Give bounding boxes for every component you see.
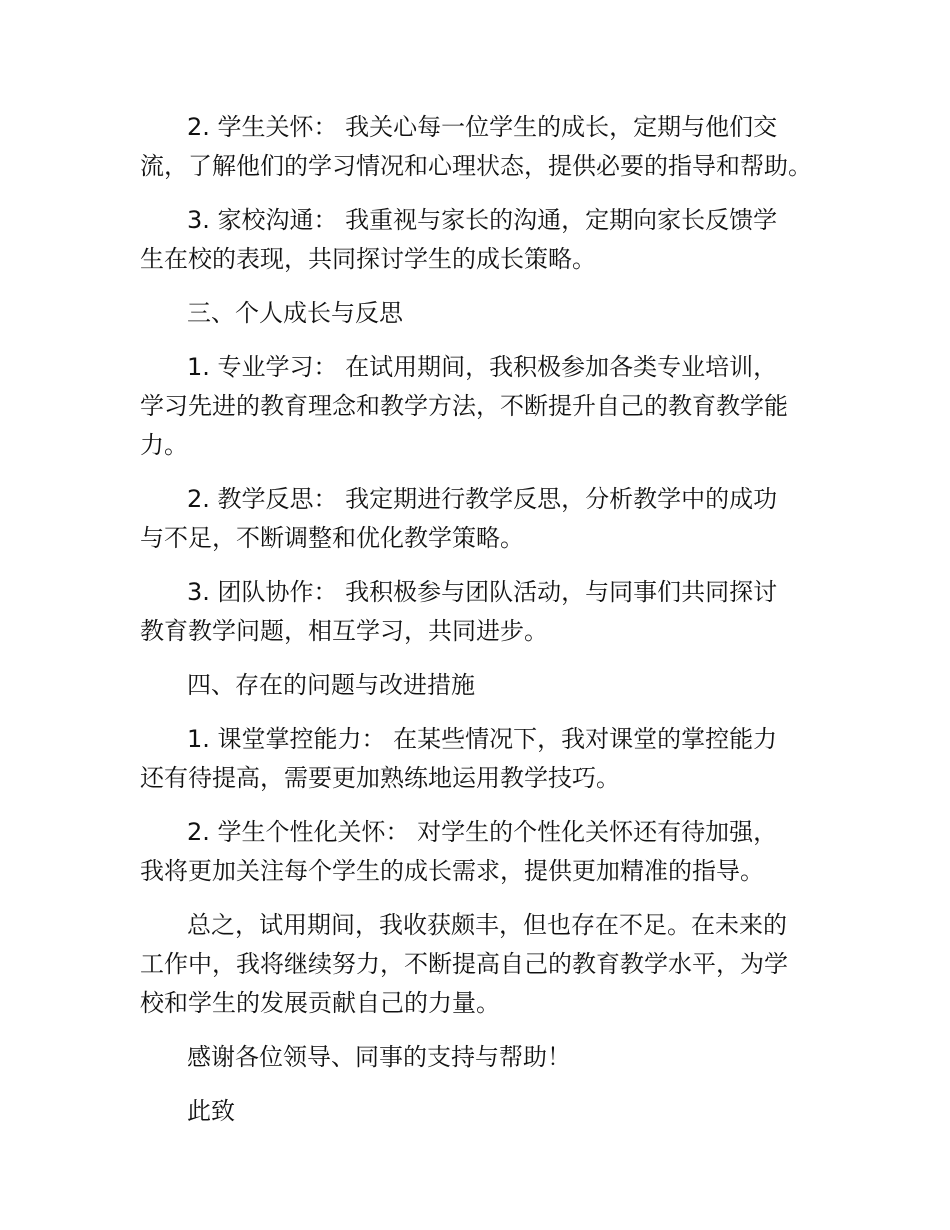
paragraph-line: 2. 教学反思： 我定期进行教学反思，分析教学中的成功 <box>187 485 778 513</box>
paragraph-line: 与不足，不断调整和优化教学策略。 <box>140 524 524 552</box>
document-body <box>140 108 812 1146</box>
paragraph-line: 2. 学生关怀： 我关心每一位学生的成长，定期与他们交 <box>187 113 778 141</box>
paragraph-line: 我将更加关注每个学生的成长需求，提供更加精准的指导。 <box>140 857 764 885</box>
paragraph-classroom-control <box>140 720 812 798</box>
paragraph-home-school-communication <box>140 201 812 279</box>
paragraph-team-collaboration <box>140 573 812 651</box>
paragraph-line: 3. 家校沟通： 我重视与家长的沟通，定期向家长反馈学 <box>187 206 778 234</box>
paragraph-line: 3. 团队协作： 我积极参与团队活动，与同事们共同探讨 <box>187 578 778 606</box>
paragraph-line: 1. 专业学习： 在试用期间，我积极参加各类专业培训， <box>187 353 778 381</box>
paragraph-line: 2. 学生个性化关怀： 对学生的个性化关怀还有待加强， <box>187 818 778 846</box>
paragraph-line: 校和学生的发展贡献自己的力量。 <box>140 989 500 1017</box>
paragraph-individualized-care <box>140 813 812 891</box>
paragraph-line: 1. 课堂掌控能力： 在某些情况下，我对课堂的掌控能力 <box>187 725 778 753</box>
paragraph-teaching-reflection <box>140 480 812 558</box>
paragraph-thanks <box>140 1038 812 1077</box>
paragraph-line: 学习先进的教育理念和教学方法，不断提升自己的教育教学能 <box>140 392 788 420</box>
paragraph-line: 还有待提高，需要更加熟练地运用教学技巧。 <box>140 764 620 792</box>
paragraph-professional-learning <box>140 348 812 465</box>
paragraph-line: 教育教学问题，相互学习，共同进步。 <box>140 617 548 645</box>
paragraph-closing <box>140 1092 812 1131</box>
paragraph-line: 力。 <box>140 431 188 459</box>
heading-line: 四、存在的问题与改进措施 <box>187 671 475 699</box>
section-heading-problems-improvements <box>140 666 812 705</box>
paragraph-line: 生在校的表现，共同探讨学生的成长策略。 <box>140 245 596 273</box>
paragraph-student-care <box>140 108 812 186</box>
paragraph-line: 总之，试用期间，我收获颇丰，但也存在不足。在未来的 <box>187 911 787 939</box>
heading-line: 三、个人成长与反思 <box>187 299 403 327</box>
paragraph-line: 感谢各位领导、同事的支持与帮助！ <box>187 1043 571 1071</box>
paragraph-line: 工作中，我将继续努力，不断提高自己的教育教学水平，为学 <box>140 950 788 978</box>
paragraph-line: 此致 <box>187 1097 235 1125</box>
paragraph-line: 流，了解他们的学习情况和心理状态，提供必要的指导和帮助。 <box>140 152 812 180</box>
section-heading-personal-growth <box>140 294 812 333</box>
paragraph-summary <box>140 906 812 1023</box>
